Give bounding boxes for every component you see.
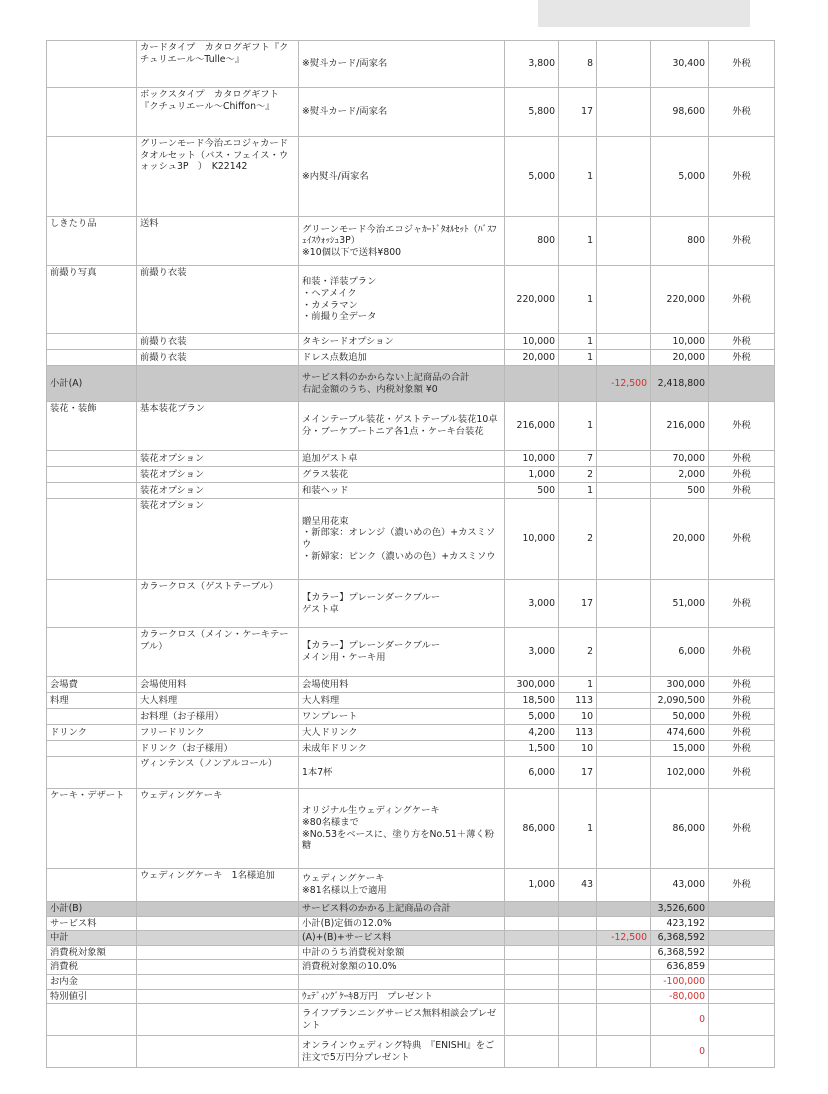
category-cell xyxy=(47,757,137,789)
item-name: カラークロス（ゲストテーブル） xyxy=(137,580,299,628)
amount: 474,600 xyxy=(651,725,709,741)
amount: 220,000 xyxy=(651,266,709,334)
amount: 30,400 xyxy=(651,41,709,88)
summary-amount: 6,368,592 xyxy=(651,931,709,946)
summary-detail: ライフプランニングサービス無料相談会プレゼント xyxy=(299,1004,505,1036)
item-name: お料理（お子様用） xyxy=(137,709,299,725)
table-row xyxy=(47,725,775,741)
unit-price: 1,000 xyxy=(505,467,559,483)
summary-amount: 6,368,592 xyxy=(651,945,709,960)
unit-price: 3,000 xyxy=(505,628,559,677)
amount: 2,000 xyxy=(651,467,709,483)
discount-cell xyxy=(597,402,651,451)
category-cell xyxy=(47,628,137,677)
tax-type: 外税 xyxy=(709,580,775,628)
item-detail: 大人料理 xyxy=(299,693,505,709)
quantity: 1 xyxy=(559,137,597,217)
item-detail: ※熨斗カード/両家名 xyxy=(299,41,505,88)
summary-amount: 3,526,600 xyxy=(651,902,709,917)
summary-label: 消費税対象額 xyxy=(47,945,137,960)
discount-cell xyxy=(597,869,651,902)
tax-type: 外税 xyxy=(709,334,775,350)
summary-amount: -80,000 xyxy=(651,989,709,1004)
summary-label: お内金 xyxy=(47,975,137,990)
table-row xyxy=(47,741,775,757)
table-row xyxy=(47,628,775,677)
discount-cell xyxy=(597,709,651,725)
amount: 10,000 xyxy=(651,334,709,350)
item-detail: 和装ヘッド xyxy=(299,483,505,499)
quantity: 2 xyxy=(559,628,597,677)
discount-cell xyxy=(597,483,651,499)
item-name: ボックスタイプ カタログギフト『クチュリエール～Chiffon～』 xyxy=(137,88,299,137)
discount-cell xyxy=(597,725,651,741)
quantity: 1 xyxy=(559,217,597,266)
category-cell xyxy=(47,741,137,757)
table-row xyxy=(47,217,775,266)
item-detail: グリーンモード今治エコジャｶｰﾄﾞﾀｵﾙｾｯﾄ（ﾊﾞｽﾌｪｲｽｳｫｯｼｭ3P） ※10個以下で送料¥800 xyxy=(299,217,505,266)
unit-price: 3,800 xyxy=(505,41,559,88)
tax-type: 外税 xyxy=(709,693,775,709)
category-cell xyxy=(47,334,137,350)
table-row xyxy=(47,88,775,137)
unit-price: 1,500 xyxy=(505,741,559,757)
category-cell xyxy=(47,709,137,725)
item-detail: ウェディングケーキ ※81名様以上で適用 xyxy=(299,869,505,902)
item-detail: ※熨斗カード/両家名 xyxy=(299,88,505,137)
subtotal-a-row xyxy=(47,366,775,402)
tax-type: 外税 xyxy=(709,467,775,483)
tax-type: 外税 xyxy=(709,499,775,580)
service-fee-row xyxy=(47,916,775,931)
discount-cell xyxy=(597,628,651,677)
quantity: 8 xyxy=(559,41,597,88)
category-cell: 会場費 xyxy=(47,677,137,693)
quantity: 17 xyxy=(559,88,597,137)
table-row xyxy=(47,580,775,628)
tax-type: 外税 xyxy=(709,217,775,266)
category-cell xyxy=(47,499,137,580)
quantity: 10 xyxy=(559,709,597,725)
category-cell: 装花・装飾 xyxy=(47,402,137,451)
item-name: 前撮り衣装 xyxy=(137,334,299,350)
discount-cell xyxy=(597,693,651,709)
tax-type: 外税 xyxy=(709,137,775,217)
amount: 51,000 xyxy=(651,580,709,628)
subtotal-b-row xyxy=(47,902,775,917)
quantity: 1 xyxy=(559,789,597,869)
unit-price: 216,000 xyxy=(505,402,559,451)
discount-cell xyxy=(597,741,651,757)
table-row xyxy=(47,451,775,467)
category-cell xyxy=(47,137,137,217)
table-row xyxy=(47,677,775,693)
quantity: 1 xyxy=(559,266,597,334)
category-cell: 料理 xyxy=(47,693,137,709)
summary-label: 特別値引 xyxy=(47,989,137,1004)
item-detail: 会場使用料 xyxy=(299,677,505,693)
quantity: 17 xyxy=(559,757,597,789)
table-row xyxy=(47,334,775,350)
unit-price: 5,800 xyxy=(505,88,559,137)
item-name: 大人料理 xyxy=(137,693,299,709)
item-name: フリードリンク xyxy=(137,725,299,741)
item-detail: 未成年ドリンク xyxy=(299,741,505,757)
special-discount-row xyxy=(47,1004,775,1036)
item-name: カラークロス（メイン・ケーキテーブル） xyxy=(137,628,299,677)
table-row xyxy=(47,693,775,709)
tax-type: 外税 xyxy=(709,741,775,757)
unit-price: 4,200 xyxy=(505,725,559,741)
item-detail: オリジナル生ウェディングケーキ ※80名様まで ※No.53をベースに、塗り方をNo.51＋薄く粉糖 xyxy=(299,789,505,869)
unit-price: 5,000 xyxy=(505,709,559,725)
category-cell: しきたり品 xyxy=(47,217,137,266)
consumption-tax-row xyxy=(47,960,775,975)
summary-amount: 423,192 xyxy=(651,916,709,931)
tax-type: 外税 xyxy=(709,483,775,499)
summary-label: 消費税 xyxy=(47,960,137,975)
item-name: 装花オプション xyxy=(137,483,299,499)
unit-price: 86,000 xyxy=(505,789,559,869)
discount-cell xyxy=(597,757,651,789)
tax-type: 外税 xyxy=(709,41,775,88)
tax-type: 外税 xyxy=(709,709,775,725)
category-cell xyxy=(47,580,137,628)
tax-type: 外税 xyxy=(709,350,775,366)
item-name: 基本装花プラン xyxy=(137,402,299,451)
discount-cell xyxy=(597,217,651,266)
item-name: 送料 xyxy=(137,217,299,266)
quantity: 2 xyxy=(559,499,597,580)
category-cell xyxy=(47,451,137,467)
unit-price: 6,000 xyxy=(505,757,559,789)
item-name: グリーンモード今治エコジャカードタオルセット（バス・フェイス・ウォッシュ3P ） K22142 xyxy=(137,137,299,217)
item-name: ウェディングケーキ xyxy=(137,789,299,869)
item-name: ウェディングケーキ 1名様追加 xyxy=(137,869,299,902)
category-cell xyxy=(47,483,137,499)
discount-cell xyxy=(597,467,651,483)
unit-price: 300,000 xyxy=(505,677,559,693)
unit-price: 10,000 xyxy=(505,451,559,467)
category-cell xyxy=(47,350,137,366)
quantity: 1 xyxy=(559,402,597,451)
summary-detail: 中計のうち消費税対象額 xyxy=(299,945,505,960)
tax-type: 外税 xyxy=(709,88,775,137)
item-detail: ドレス点数追加 xyxy=(299,350,505,366)
table-row xyxy=(47,869,775,902)
subtotal-detail: サービス料のかからない上記商品の合計 右記金額のうち、内税対象額 ¥0 xyxy=(299,366,505,402)
unit-price: 220,000 xyxy=(505,266,559,334)
table-row xyxy=(47,499,775,580)
summary-label: 中計 xyxy=(47,931,137,946)
item-detail: 1本7杯 xyxy=(299,757,505,789)
table-row xyxy=(47,709,775,725)
unit-price: 800 xyxy=(505,217,559,266)
quantity: 1 xyxy=(559,350,597,366)
unit-price: 5,000 xyxy=(505,137,559,217)
discount-cell xyxy=(597,580,651,628)
quantity: 113 xyxy=(559,693,597,709)
item-name: カードタイプ カタログギフト『クチュリエール～Tulle～』 xyxy=(137,41,299,88)
category-cell xyxy=(47,869,137,902)
quantity: 1 xyxy=(559,483,597,499)
category-cell xyxy=(47,88,137,137)
quantity: 1 xyxy=(559,677,597,693)
summary-amount: 636,859 xyxy=(651,960,709,975)
unit-price: 3,000 xyxy=(505,580,559,628)
table-row xyxy=(47,137,775,217)
summary-detail: (A)+(B)+サービス料 xyxy=(299,931,505,946)
tax-type: 外税 xyxy=(709,869,775,902)
item-name: 装花オプション xyxy=(137,499,299,580)
tax-type: 外税 xyxy=(709,451,775,467)
quantity: 2 xyxy=(559,467,597,483)
summary-amount: -100,000 xyxy=(651,975,709,990)
estimate-table xyxy=(46,40,775,1068)
discount-cell xyxy=(597,334,651,350)
quantity: 1 xyxy=(559,334,597,350)
special-discount-row xyxy=(47,1036,775,1068)
table-row xyxy=(47,350,775,366)
unit-price: 10,000 xyxy=(505,499,559,580)
discount-cell xyxy=(597,41,651,88)
quantity: 113 xyxy=(559,725,597,741)
amount: 98,600 xyxy=(651,88,709,137)
item-detail: ※内熨斗/両家名 xyxy=(299,137,505,217)
amount: 6,000 xyxy=(651,628,709,677)
amount: 102,000 xyxy=(651,757,709,789)
table-row xyxy=(47,757,775,789)
tax-type: 外税 xyxy=(709,677,775,693)
item-detail: 贈呈用花束 ・新郎家：オレンジ（濃いめの色）+カスミソウ ・新婦家：ピンク（濃いめの色）+カスミソウ xyxy=(299,499,505,580)
discount-amount: -12,500 xyxy=(597,366,651,402)
table-row xyxy=(47,789,775,869)
summary-detail: サービス料のかかる上記商品の合計 xyxy=(299,902,505,917)
item-detail: ワンプレート xyxy=(299,709,505,725)
summary-label: 小計(B) xyxy=(47,902,137,917)
item-detail: 大人ドリンク xyxy=(299,725,505,741)
quantity: 10 xyxy=(559,741,597,757)
amount: 2,090,500 xyxy=(651,693,709,709)
discount-cell xyxy=(597,266,651,334)
tax-type: 外税 xyxy=(709,789,775,869)
category-cell: ドリンク xyxy=(47,725,137,741)
tax-base-row xyxy=(47,945,775,960)
amount: 800 xyxy=(651,217,709,266)
amount: 50,000 xyxy=(651,709,709,725)
summary-detail: オンラインウェディング特典 『ENISHI』をご注文で5万円分プレゼント xyxy=(299,1036,505,1068)
amount: 20,000 xyxy=(651,499,709,580)
amount: 5,000 xyxy=(651,137,709,217)
item-detail: 【カラー】プレーンダークブルー ゲスト卓 xyxy=(299,580,505,628)
summary-detail: 小計(B)定価の12.0% xyxy=(299,916,505,931)
amount: 43,000 xyxy=(651,869,709,902)
summary-label: サービス料 xyxy=(47,916,137,931)
deposit-row xyxy=(47,975,775,990)
amount: 15,000 xyxy=(651,741,709,757)
unit-price: 1,000 xyxy=(505,869,559,902)
discount-cell xyxy=(597,789,651,869)
discount-amount: -12,500 xyxy=(597,931,651,946)
tax-type: 外税 xyxy=(709,402,775,451)
table-row xyxy=(47,41,775,88)
subtotal-amount: 2,418,800 xyxy=(651,366,709,402)
amount: 86,000 xyxy=(651,789,709,869)
unit-price: 20,000 xyxy=(505,350,559,366)
quantity: 43 xyxy=(559,869,597,902)
summary-detail: 消費税対象額の10.0% xyxy=(299,960,505,975)
tax-type: 外税 xyxy=(709,266,775,334)
table-row xyxy=(47,483,775,499)
table-row xyxy=(47,266,775,334)
summary-detail: ｳｪﾃﾞｨﾝｸﾞｹｰｷ8万円 プレゼント xyxy=(299,989,505,1004)
amount: 70,000 xyxy=(651,451,709,467)
discount-cell xyxy=(597,677,651,693)
table-row xyxy=(47,467,775,483)
tax-type: 外税 xyxy=(709,628,775,677)
category-cell: ケーキ・デザート xyxy=(47,789,137,869)
top-overlay-bar xyxy=(538,0,750,27)
amount: 500 xyxy=(651,483,709,499)
quantity: 7 xyxy=(559,451,597,467)
subtotal-label: 小計(A) xyxy=(47,366,137,402)
category-cell xyxy=(47,467,137,483)
item-detail: 【カラー】プレーンダークブルー メイン用・ケーキ用 xyxy=(299,628,505,677)
item-name: 前撮り衣装 xyxy=(137,266,299,334)
special-discount-row xyxy=(47,989,775,1004)
item-detail: 追加ゲスト卓 xyxy=(299,451,505,467)
mid-total-row xyxy=(47,931,775,946)
item-name: 装花オプション xyxy=(137,467,299,483)
tax-type: 外税 xyxy=(709,725,775,741)
unit-price: 10,000 xyxy=(505,334,559,350)
summary-amount: 0 xyxy=(651,1036,709,1068)
summary-amount: 0 xyxy=(651,1004,709,1036)
item-name: ヴィンテンス（ノンアルコール） xyxy=(137,757,299,789)
amount: 300,000 xyxy=(651,677,709,693)
item-detail: 和装・洋装プラン ・ヘアメイク ・カメラマン ・前撮り全データ xyxy=(299,266,505,334)
amount: 20,000 xyxy=(651,350,709,366)
discount-cell xyxy=(597,451,651,467)
discount-cell xyxy=(597,350,651,366)
item-detail: グラス装花 xyxy=(299,467,505,483)
discount-cell xyxy=(597,499,651,580)
table-row xyxy=(47,402,775,451)
item-name: 前撮り衣装 xyxy=(137,350,299,366)
item-detail: タキシードオプション xyxy=(299,334,505,350)
category-cell xyxy=(47,41,137,88)
discount-cell xyxy=(597,88,651,137)
item-name: 会場使用料 xyxy=(137,677,299,693)
tax-type: 外税 xyxy=(709,757,775,789)
amount: 216,000 xyxy=(651,402,709,451)
quantity: 17 xyxy=(559,580,597,628)
discount-cell xyxy=(597,137,651,217)
category-cell: 前撮り写真 xyxy=(47,266,137,334)
unit-price: 18,500 xyxy=(505,693,559,709)
item-name: ドリンク（お子様用） xyxy=(137,741,299,757)
item-detail: メインテーブル装花・ゲストテーブル装花10卓分・ブーケブートニア各1点・ケーキ台装花 xyxy=(299,402,505,451)
unit-price: 500 xyxy=(505,483,559,499)
item-name: 装花オプション xyxy=(137,451,299,467)
